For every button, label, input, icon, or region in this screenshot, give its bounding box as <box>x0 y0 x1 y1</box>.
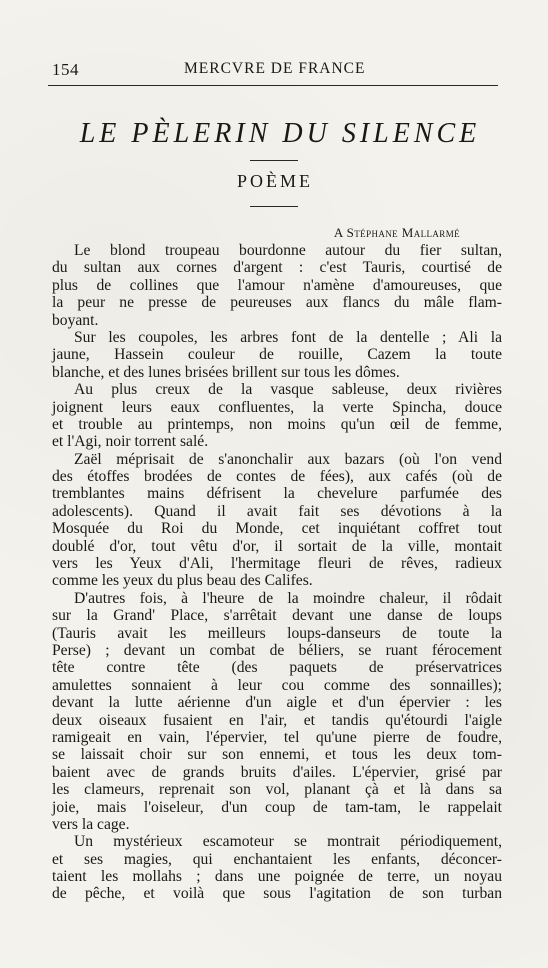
text-line: ramigeait en vain, l'épervier, tel qu'une pierre de foudre, <box>52 728 502 746</box>
text-line: devant la lutte aérienne d'un aigle et d'un épervier : les <box>52 694 502 712</box>
text-line: joignent leurs eaux confluentes, la verte Spincha, douce <box>52 398 502 416</box>
text-line: boyant. <box>52 311 99 329</box>
text-line: la peur ne presse de peureuses aux flancs du mâle flam- <box>52 294 502 312</box>
text-line: du sultan aux cornes d'argent : c'est Tauris, courtisé de <box>52 259 502 277</box>
text-line: vers la cage. <box>52 815 130 833</box>
running-head <box>52 60 498 82</box>
journal-title: MERCVRE DE FRANCE <box>184 60 366 77</box>
text-line: deux oiseaux fusaient en l'air, et tandis qu'étourdi l'aigle <box>52 711 502 729</box>
text-line: comme les yeux du plus beau des Califes. <box>52 572 313 590</box>
text-line: D'autres fois, à l'heure de la moindre chaleur, il rôdait <box>74 589 502 607</box>
text-line: vers les Yeux d'Ali, l'hermitage fleuri de rêves, radieux <box>52 555 502 573</box>
text-line: et ses magies, qui enchantaient les enfants, déconcer- <box>52 850 502 868</box>
text-line: (Tauris avait les meilleurs loups-danseurs de toute la <box>52 624 502 642</box>
page-number: 154 <box>52 60 79 79</box>
text-line: sur la Grand' Place, s'arrêtait devant une danse de loups <box>52 607 502 625</box>
text-line: Sur les coupoles, les arbres font de la dentelle ; Ali la <box>74 328 502 346</box>
text-line: des étoffes brodées de contes de fées), aux cafés (où de <box>52 468 502 486</box>
text-line: Perse) ; devant un combat de béliers, se ruant férocement <box>52 641 502 659</box>
text-line: les clameurs, reprenait son vol, planant çà et là dans sa <box>52 781 502 799</box>
text-line: Mosquée du Roi du Monde, cet inquiétant coffret tout <box>52 520 502 538</box>
dedication <box>250 225 460 241</box>
text-line: amulettes sonnaient à leur cou comme des sonnailles); <box>52 676 502 694</box>
text-line: Zaël méprisait de s'anonchalir aux bazars (où l'on vend <box>74 450 502 468</box>
text-line: joie, mais l'oiseleur, d'un coup de tam-tam, le rappelait <box>52 798 502 816</box>
text-line: blanche, et des lunes brisées brillent sur tous les dômes. <box>52 363 400 381</box>
text-line: taient les mollahs ; dans une poignée de terre, un noyau <box>52 868 502 886</box>
text-line: Au plus creux de la vasque sableuse, deux rivières <box>74 381 502 399</box>
text-line: tremblantes mains défrisent la chevelure parfumée des <box>52 485 502 503</box>
text-line: adolescents). Quand il avait fait ses dévotions à la <box>52 502 502 520</box>
body-text <box>52 242 502 903</box>
title-divider-top <box>250 160 298 161</box>
header-rule <box>48 85 498 86</box>
dedication-prefix: A <box>333 225 343 240</box>
text-line: jaune, Hassein couleur de rouille, Cazem la toute <box>52 346 502 364</box>
dedication-name: Stéphane Mallarmé <box>346 225 460 240</box>
text-line: tête contre tête (des paquets de préservatrices <box>52 659 502 677</box>
text-line: plus de collines que l'amour n'amène d'amoureuses, que <box>52 276 502 294</box>
text-line: et l'Agi, noir torrent salé. <box>52 433 209 451</box>
text-line: se laissait choir sur son ennemi, et tous les deux tom- <box>52 746 502 764</box>
text-line: doublé d'or, tout vêtu d'or, il sortait de la ville, montait <box>52 537 502 555</box>
poem-title: LE PÈLERIN DU SILENCE <box>79 118 481 149</box>
title-divider-bottom <box>250 206 298 207</box>
text-line: Un mystérieux escamoteur se montrait périodiquement, <box>74 833 502 851</box>
genre-label: POÈME <box>236 171 313 191</box>
text-line: Le blond troupeau bourdonne autour du fier sultan, <box>74 242 502 259</box>
text-line: et trouble au printemps, non moins qu'un œil de femme, <box>52 415 502 433</box>
text-line: baient avec de grands bruits d'ailes. L'épervier, grisé par <box>52 763 502 781</box>
text-line: de pêche, et voilà que sous l'agitation de son turban <box>52 885 502 903</box>
